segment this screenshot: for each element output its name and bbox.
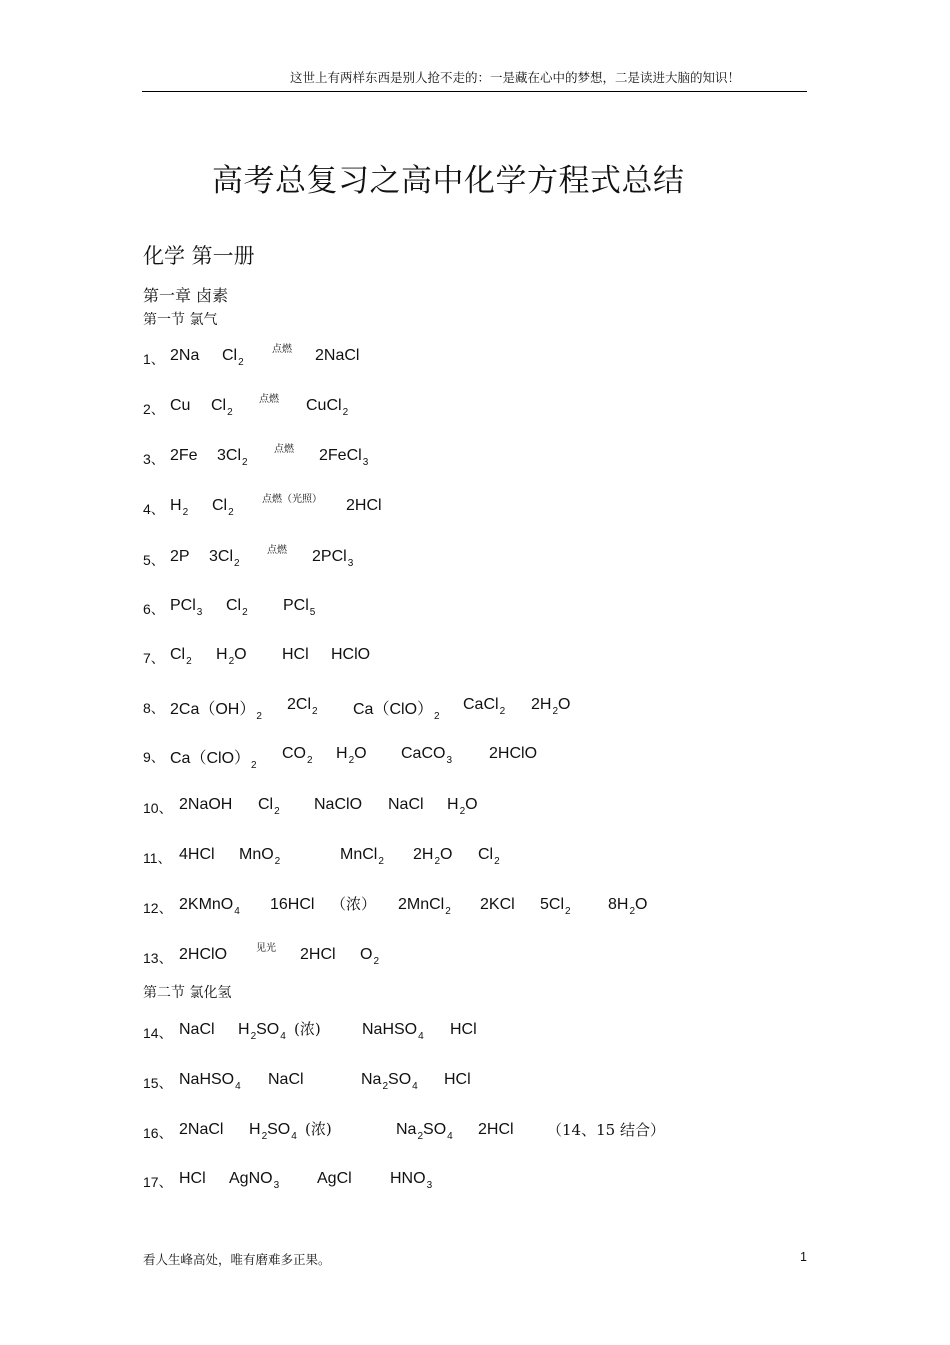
formula-term: MnCl$_2$ — [340, 846, 384, 867]
formula-term: $H_2$ — [170, 497, 189, 518]
reaction-condition: 点燃 — [274, 444, 294, 455]
formula-term: 16HCl — [270, 896, 315, 913]
formula-term: $H_2O$ — [447, 796, 478, 817]
formula-term: NaClO — [314, 796, 363, 813]
formula-term: $Cl_2$ — [226, 597, 248, 618]
equation-number: 2、 — [143, 401, 165, 417]
formula-term: $Cl_2$ — [170, 646, 192, 667]
formula-term: 2HClO — [179, 946, 228, 963]
formula-term: NaHSO$_4$ — [179, 1071, 241, 1092]
header-rule — [142, 91, 807, 92]
equation-number: 7、 — [143, 650, 165, 666]
reaction-condition: 点燃 — [259, 394, 279, 405]
formula-term: 2MnCl$_2$ — [398, 896, 451, 917]
formula-term: $O_2$ — [360, 946, 380, 967]
formula-term: $Cl_2$ — [478, 846, 500, 867]
equation-number: 3、 — [143, 451, 165, 467]
formula-term: $H_2O$ — [216, 646, 247, 667]
formula-term: HClO — [331, 646, 371, 663]
formula-term: HCl — [179, 1170, 206, 1187]
equation-number: 17、 — [143, 1174, 173, 1190]
equation-number: 13、 — [143, 950, 173, 966]
formula-term: 2HCl — [300, 946, 336, 963]
formula-term: $2H_2O$ — [413, 846, 453, 867]
formula-term: HCl — [444, 1071, 471, 1088]
equation-number: 11、 — [143, 850, 172, 866]
formula-term: 2NaCl — [179, 1121, 224, 1138]
formula-term: CaCl$_2$ — [463, 696, 506, 717]
formula-term: $Cl_2$ — [211, 397, 233, 418]
formula-term: NaCl — [268, 1071, 304, 1088]
formula-term: $2Cl_2$ — [287, 696, 318, 717]
formula-term: 2KMnO$_4$ — [179, 896, 240, 917]
equation-number: 12、 — [143, 900, 173, 916]
formula-term: 2NaOH — [179, 796, 233, 813]
equation-number: 4、 — [143, 501, 165, 517]
formula-term: $Cl_2$ — [258, 796, 280, 817]
formula-term: $Na_2SO_4$ — [361, 1071, 418, 1092]
equation-number: 6、 — [143, 601, 165, 617]
concentration-note: (浓) — [305, 1120, 332, 1138]
formula-term: $Ca(ClO)_2$ — [353, 701, 440, 722]
formula-term: 2HCl — [346, 497, 382, 514]
page-footer-quote: 看人生峰高处，唯有磨难多正果。 — [143, 1252, 331, 1267]
formula-term: 2PCl$_3$ — [312, 548, 354, 569]
equation-number: 16、 — [143, 1125, 173, 1141]
formula-term: $Na_2SO_4$ — [396, 1121, 453, 1142]
formula-term: 2Fe — [170, 447, 198, 464]
formula-term: NaCl — [388, 796, 424, 813]
equation-remark: （14、15 结合） — [547, 1121, 665, 1139]
formula-term: PCl$_5$ — [283, 597, 316, 618]
formula-term: $Cl_2$ — [212, 497, 234, 518]
formula-term: $H_2SO_4$ — [238, 1021, 286, 1042]
book-heading: 化学 第一册 — [143, 244, 255, 268]
formula-term: $3Cl_2$ — [209, 548, 240, 569]
formula-term: HCl — [450, 1021, 477, 1038]
concentration-note: (浓) — [294, 1020, 321, 1038]
formula-term: $H_2SO_4$ — [249, 1121, 297, 1142]
formula-term: AgNO$_3$ — [229, 1170, 280, 1191]
equation-number: 1、 — [143, 351, 165, 367]
formula-term: $HNO_3$ — [390, 1170, 433, 1191]
reaction-condition: 点燃 — [272, 344, 292, 355]
page-header-quote: 这世上有两样东西是别人抢不走的：一是藏在心中的梦想，二是读进大脑的知识！ — [290, 70, 741, 85]
formula-term: 2Na — [170, 347, 200, 364]
concentration-note: （浓） — [331, 895, 377, 913]
formula-term: CuCl$_2$ — [306, 397, 349, 418]
formula-term: NaHSO$_4$ — [362, 1021, 424, 1042]
document-title: 高考总复习之高中化学方程式总结 — [212, 163, 685, 199]
formula-term: Cu — [170, 397, 191, 414]
formula-term: $8H_2O$ — [608, 896, 648, 917]
formula-term: $3Cl_2$ — [217, 447, 248, 468]
reaction-condition: 点燃（光照） — [262, 494, 322, 505]
formula-term: 2HCl — [478, 1121, 514, 1138]
formula-term: $2H_2O$ — [531, 696, 571, 717]
section-heading-1: 第一节 氯气 — [143, 312, 218, 328]
formula-term: $H_2O$ — [336, 745, 367, 766]
equation-number: 14、 — [143, 1025, 173, 1041]
formula-term: NaCl — [179, 1021, 215, 1038]
formula-term: $Cl_2$ — [222, 347, 244, 368]
formula-term: $2Ca(OH)_2$ — [170, 701, 262, 722]
formula-term: 2FeCl$_3$ — [319, 447, 369, 468]
formula-term: 2NaCl — [315, 347, 360, 364]
formula-term: 2HClO — [489, 745, 538, 762]
chapter-heading: 第一章 卤素 — [143, 286, 229, 305]
formula-term: 2P — [170, 548, 190, 565]
equation-number: 8、 — [143, 700, 165, 716]
formula-term: $Ca(ClO)_2$ — [170, 750, 257, 771]
formula-term: CaCO$_3$ — [401, 745, 453, 766]
equation-number: 5、 — [143, 552, 165, 568]
formula-term: HCl — [282, 646, 309, 663]
equation-number: 9、 — [143, 749, 165, 765]
formula-term: PCl$_3$ — [170, 597, 203, 618]
page-number: 1 — [800, 1250, 807, 1264]
formula-term: 2KCl — [480, 896, 515, 913]
formula-term: AgCl — [317, 1170, 352, 1187]
formula-term: MnO$_2$ — [239, 846, 281, 867]
equation-number: 10、 — [143, 800, 173, 816]
reaction-condition: 见光 — [256, 943, 276, 954]
reaction-condition: 点燃 — [267, 545, 287, 556]
formula-term: $CO_2$ — [282, 745, 313, 766]
formula-term: $5Cl_2$ — [540, 896, 571, 917]
formula-term: 4HCl — [179, 846, 215, 863]
section-heading-2: 第二节 氯化氢 — [143, 985, 232, 1001]
equation-number: 15、 — [143, 1075, 173, 1091]
